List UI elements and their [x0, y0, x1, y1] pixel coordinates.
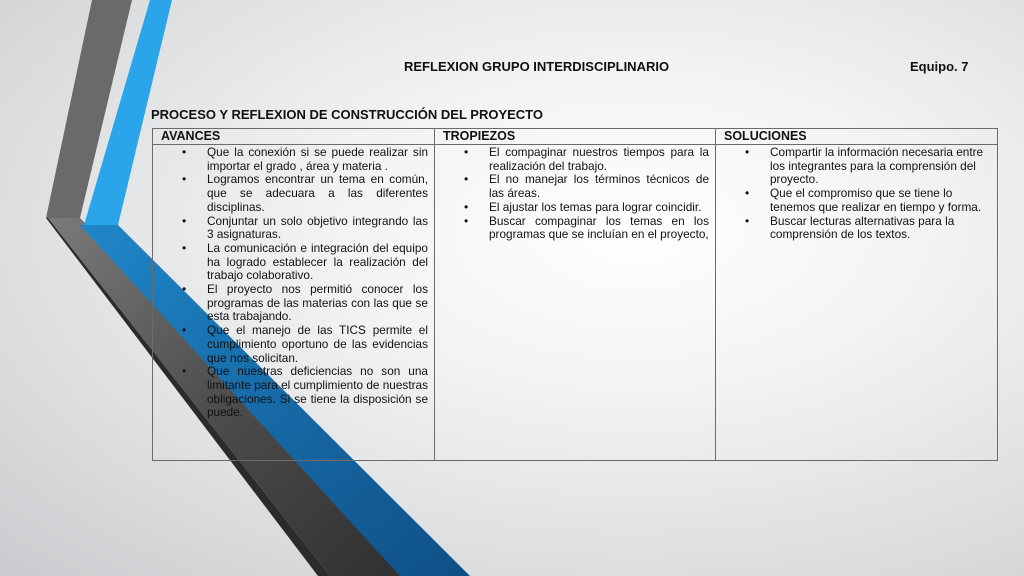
column-header-avances: AVANCES — [153, 129, 435, 145]
column-header-tropiezos: TROPIEZOS — [435, 129, 716, 145]
section-title: PROCESO Y REFLEXION DE CONSTRUCCIÓN DEL PROYECTO — [151, 107, 543, 122]
soluciones-list — [720, 146, 991, 242]
cell-soluciones — [716, 145, 998, 461]
list-item: • Buscar lecturas alternativas para la comprensión de los textos. — [770, 215, 991, 242]
list-item: • El no manejar los términos técnicos de las áreas. — [489, 173, 709, 200]
page-title: REFLEXION GRUPO INTERDISCIPLINARIO — [404, 59, 670, 74]
list-item: • Compartir la información necesaria entre los integrantes para la comprensión del proyecto. — [770, 146, 991, 187]
reflection-table — [152, 128, 998, 461]
list-item: • Que la conexión si se puede realizar sin importar el grado , área y materia . — [207, 146, 428, 173]
tropiezos-list — [439, 146, 709, 242]
list-item: • El proyecto nos permitió conocer los programas de las materias con las que se esta trabajando. — [207, 283, 428, 324]
list-item: • Buscar compaginar los temas en los programas que se incluían en el proyecto, — [489, 215, 709, 242]
column-header-soluciones: SOLUCIONES — [716, 129, 998, 145]
table-header-row — [153, 129, 998, 145]
list-item: • El compaginar nuestros tiempos para la realización del trabajo. — [489, 146, 709, 173]
list-item: • Logramos encontrar un tema en común, que se adecuara a las diferentes disciplinas. — [207, 173, 428, 214]
cell-tropiezos — [435, 145, 716, 461]
avances-list — [157, 146, 428, 420]
table-row — [153, 145, 998, 461]
team-label: Equipo. 7 — [910, 59, 969, 74]
list-item: • Conjuntar un solo objetivo integrando las 3 asignaturas. — [207, 215, 428, 242]
list-item: • Que el compromiso que se tiene lo tenemos que realizar en tiempo y forma. — [770, 187, 991, 214]
list-item: • El ajustar los temas para lograr coincidir. — [489, 201, 709, 215]
list-item: • Que nuestras deficiencias no son una limitante para el cumplimiento de nuestras obligaciones. Si se tiene la disposición se puede. — [207, 365, 428, 420]
list-item: • La comunicación e integración del equipo ha logrado establecer la realización del trabajo colaborativo. — [207, 242, 428, 283]
cell-avances — [153, 145, 435, 461]
list-item: • Que el manejo de las TICS permite el cumplimiento oportuno de las evidencias que nos solicitan. — [207, 324, 428, 365]
